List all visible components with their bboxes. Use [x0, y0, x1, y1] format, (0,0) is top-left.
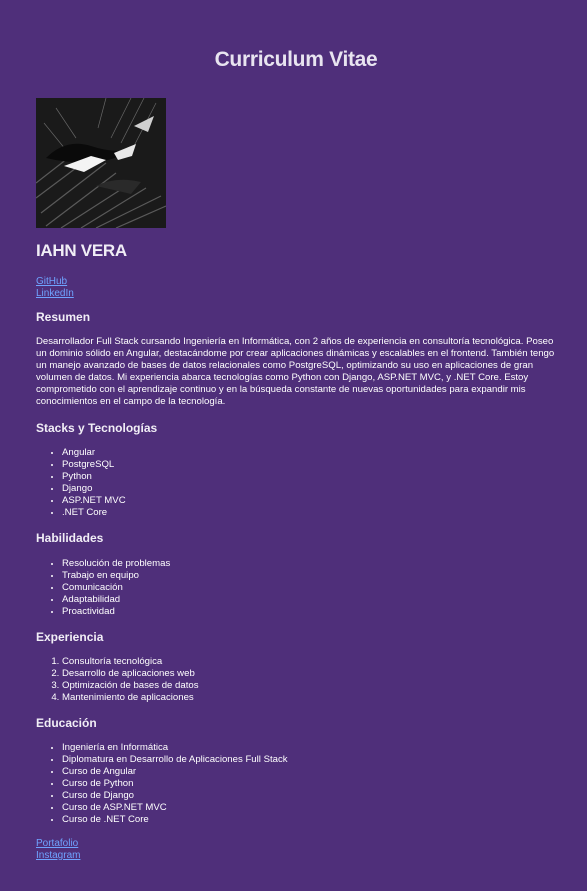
education-list [36, 742, 288, 826]
profile-photo-artwork [36, 98, 166, 228]
summary-text: Desarrollador Full Stack cursando Ingeniería en Informática, con 2 años de experiencia en consultoría tecnológica. Poseo un dominio sólido en Angular, destacándome por crear aplicaciones dinámicas y escalables en el frontend. También tengo un manejo avanzado de bases de datos relacionales como PostgreSQL, optimizando su uso en aplicaciones de gran volumen de datos. Mi experiencia abarca tecnologías como Python con Django, ASP.NET MVC, y .NET Core. Estoy comprometido con el aprendizaje continuo y en la búsqueda constante de nuevas oportunidades para expandir mis conocimientos en el campo de la tecnología. [36, 336, 555, 407]
experience-list [36, 656, 199, 704]
list-item: • Django [62, 483, 126, 495]
list-item: 3. Optimización de bases de datos [62, 680, 199, 692]
list-item: • Trabajo en equipo [62, 570, 170, 582]
profile-photo [36, 98, 166, 228]
list-item: • Proactividad [62, 606, 170, 618]
list-item: • ASP.NET MVC [62, 495, 126, 507]
list-item: • Adaptabilidad [62, 594, 170, 606]
experience-heading: Experiencia [36, 630, 104, 644]
stacks-heading: Stacks y Tecnologías [36, 421, 158, 435]
list-item: 4. Mantenimiento de aplicaciones [62, 692, 199, 704]
education-heading: Educación [36, 716, 97, 730]
list-item: • Curso de Django [62, 790, 288, 802]
github-link[interactable]: GitHub [36, 276, 68, 287]
list-item: • PostgreSQL [62, 459, 126, 471]
list-item: • Curso de ASP.NET MVC [62, 802, 288, 814]
list-item: • Resolución de problemas [62, 558, 170, 570]
list-item: • Diplomatura en Desarrollo de Aplicaciones Full Stack [62, 754, 288, 766]
list-item: • Python [62, 471, 126, 483]
list-item: • .NET Core [62, 507, 126, 519]
skills-heading: Habilidades [36, 531, 104, 545]
list-item: • Curso de Angular [62, 766, 288, 778]
linkedin-link[interactable]: LinkedIn [36, 288, 74, 299]
summary-heading: Resumen [36, 310, 91, 324]
instagram-link[interactable]: Instagram [36, 850, 81, 861]
stacks-list [36, 447, 126, 519]
list-item: • Comunicación [62, 582, 170, 594]
list-item: • Ingeniería en Informática [62, 742, 288, 754]
list-item: • Curso de Python [62, 778, 288, 790]
page-title: Curriculum Vitae [214, 48, 378, 71]
footer-links [36, 838, 336, 862]
skills-list [36, 558, 170, 618]
list-item: 2. Desarrollo de aplicaciones web [62, 668, 199, 680]
list-item: 1. Consultoría tecnológica [62, 656, 199, 668]
profile-links [36, 276, 336, 300]
portfolio-link[interactable]: Portafolio [36, 838, 79, 849]
person-name: IAHN VERA [36, 241, 127, 260]
list-item: • Angular [62, 447, 126, 459]
list-item: • Curso de .NET Core [62, 814, 288, 826]
